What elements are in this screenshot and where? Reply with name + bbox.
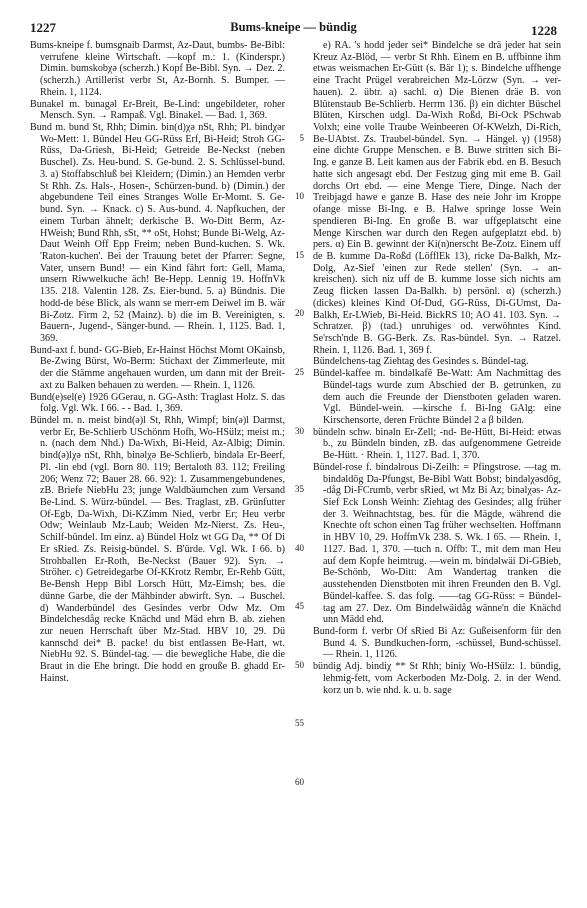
page-number-right: 1228 <box>531 23 557 38</box>
line-number: 60 <box>295 777 304 787</box>
line-number: 20 <box>295 308 304 318</box>
right-column <box>313 40 561 696</box>
entry-buendig: bündig Adj. bindiχ ** St Rhh; biniχ Wo-HSülz: 1. bündig, lehmig-fett, vom Ackerboden Mz-Dolg. 2. in der Wend. korz un b. wie nhd. k. u. b. sage <box>313 661 561 696</box>
page-header <box>30 20 557 38</box>
running-title: Bums-kneipe — bündig <box>230 20 357 34</box>
entry-bund-axt: Bund-axt f. bund- GG-Bieb, Er-Hainst Höchst Momt OKainsb, Be-Zwing Bürst, Wo-Berm: Stichaxt der Zimmerleute, mit der die Stämme angehauen wurden, um dann mit der Breit-axt zu Balken behauen zu werden. — Rhein. 1, 1126. <box>30 344 285 391</box>
line-number: 30 <box>295 426 304 436</box>
line-number: 25 <box>295 367 304 377</box>
left-column <box>30 40 285 685</box>
entry-bums-kneipe: Bums-kneipe f. bumsgnaib Darmst, Az-Daut, bumbs- Be-Bibl: verrufene kleine Wirtschaft. —kopf m.: 1. (Kinderspr.) Dimin. bumskobχə (scherzh.) Kopf Be-Bibl. Syn. → Dez. 2. (scherzh.) Artillerist verbr St, Az-Bornh. S. Bumper. — Rhein. 1, 1124. <box>30 40 285 98</box>
entry-bund-form: Bund-form f. verbr Of sRied Bi Az: Gußeisenform für den Bund 4. S. Bundkuchen-form, -schüssel, Bund-schüssel. — Rhein. 1, 1126. <box>313 625 561 661</box>
line-number: 45 <box>295 601 304 611</box>
line-number: 40 <box>295 543 304 553</box>
entry-buendel: Bündel m. n. meist bind(ə)l St, Rhh, Wimpf; bin(ə)l Darmst, verbr Er, Be-Schlierb USchönm Hofh, Wo-HSülz; meist m.; n. (nach dem Nhd.) Da-Wixh, Bi-Heid, Az-Albig; Dimin. bind(ə)lχə nSt, Rhh, binəlχə Be-Schlierb, bindələ Er-Beerf, Pl. -lin ebd (vgl. Born 80. 119; Bertaloth 83. 112; Freiling 206; Wenz 72; Bauer 28. 66. 92): 1. Zusammengebundenes, zB. Briefe NiebHu 23; junge Waldbäumchen zum Versand Be-Lind. S. Würz-bündel. — Bes. Traglast, zB. Grünfutter Of-Egb, Da-Wixh, Di-KZimm Nied, verbr Er; Heu verbr Odw; Weinlaub Mz-Laub; Weiden Mz-Nierst. Zs. Heu-, Schilf-bündel. Im einz. a) Bündel Holz wt GG Da, ** Of Di Er sRied. Zs. Reisig-bündel. S. B'ürde. Vgl. Wk. I 66. b) Strohballen Er-Roth, Be-Neckst (Bauer 92). Syn. → Ströher. c) Getreidegarbe Of-KKrotz Rembr, Er-Rehb Gütt, Be-Bensh Hepp Bibl Lorsch Hütt, Mz-Eimsh; bes. die dünne Garbe, die der Mähbinder abwirft. Syn. → Buschel. d) Wanderbündel des Gesindes verbr Odw Mz. Om Bindelchesdåg recke Knächd und Mäd ehrn B. ab. ziehen zur neuen Herrschaft über Mz-Stad. HBV 10, 29. Dü kannschd dei* B. packe! du bist entlassen Be-Hart, wt. NiebHu 92. S. Bündel-tag. — die bewegliche Habe, die die Braut in die Ehe bringt. Die hodd en grouße B. ghadd Er-Hainst. <box>30 415 285 684</box>
line-number: 50 <box>295 660 304 670</box>
line-number: 35 <box>295 484 304 494</box>
line-number: 10 <box>295 191 304 201</box>
line-number: 5 <box>299 133 304 143</box>
entry-bund: Bund m. bund St, Rhh; Dimin. bin(d)χə nSt, Rhh; Pl. bindχər Wo-Mett: 1. Bündel Heu GG-Rüss Erf, Bi-Heid; Stroh GG-Rüss, Da-Griesh, Bi-Heid; Getreide Be-Neckst (neben Buschel). Zs. Heu-bund. S. Ge-bund. 2. S. Schlüssel-bund. 3. a) Stoffabschluß bei Kleidern; (Dimin.) an Hemden verbr St Rhh. Zs. Hals-, Hosen-, Schürzen-bund. b) (Dimin.) der abgebundene Teil eines Stranges Wolle Er-Momt. S. Ge-bund. Syn. → Knack. c) S. Aus-bund. 4. Napfkuchen, der einem Turban ähnelt; derkische B. Wo-Ditt Berm, Az-HWeish; Bund Rhh, sSt, ** oSt, Hohst; Bunde Bi-Welg, Az-Daut Weinh Off Epp Freim; neben Bund-kuchen. S. Wk. 'Raton-kuchen'. Bei der Trauung betet der Pfarrer: Segne, Vater, unsern Bund! — ein Kind fährt fort: Gell, Mama, unsern Riwwelkuche äch! Be-Hepp. Lennig 19. HoffnVk 135. 218. Valentin 128. Zs. Eier-bund. 5. a) Bündnis. Die hodd-de bése Blick, als wann se merr-em Deiwel im B. wär Bi-Zotz. Firm 2, 52 (Mainz). b) die im B. Vereinigten, s. Bauern-, Jugend-, Sänger-bund. — Rhein. 1, 1125. Bad. 1, 369. <box>30 122 285 344</box>
page-number-left: 1227 <box>30 20 56 35</box>
entry-bunakel: Bunakel m. bunagəl Er-Breit, Be-Lind: ungebildeter, roher Mensch. Syn. → Rampaß. Vgl. Binakel. — Bad. 1, 369. <box>30 98 285 122</box>
line-number: 15 <box>295 250 304 260</box>
line-number: 55 <box>295 718 304 728</box>
entry-buendel-continued: e) RA. 's hodd jeder sei* Bindelche se drä jeder hat sein Kreuz Az-Blöd, — verbr St Rhh. Einem en B. uffbinne ihm etwas weismachen Er-Gütt (s. Bär 1); s. Bindelche uffhenge eine Tracht Prügel verabreichen Mz-Lörzw (Syn. → ver-hauen). 2. übtr. a) sachl. α) Die Bienen dräe B. von Blütenstaub Be-Schlierb. Herrm 136. β) ein dichter Büschel Blüten, Kirschen udgl. Da-Wixh Roßd, Bi-Ock PSchwab Volxh; eine volle Traube Weinbeeren Of-KWelzh, Di-Rich, Be-UAbtst. Zs. Traubel-bündel. Syn. → Hängel. γ) (1958) eine dichte Gruppe Menschen. e B. Buwe stritten sich Bi-Ing. e ganze B. Leit kamen aus der Fabrik ebd. en B. Besuch hatte sich angesagt ebd. Der Festzug ging mit eme B. Gail dorchs Ort ebd. — eine Menge Tiere, Dinge. Nach der Treibjagd hawe e ganze B. Hase des neie Johr im Kroppe ofange misse Bi-Ing. e B. Halwe springe losse Wein spendieren Bi-Ing. En große B. war uffgeplatscht eine Menge Kirschen war durch den Regen aufgeplatzt ebd. b) pers. α) Ein B. gewinnt der Ki(n)nerscht Be-Zotz. Einem uff de B. kumme Da-Roßd (LöfflEk 13), ricke Da-Balkh, Mz-Dolg, Az-Sief 'einen zur Rede stellen' (Syn. → an-kreischen). sich niz uff de B. kumme losse sich nichts am Zeug flicken lassen Da-Balkh. b) persönl. α) (scherzh.) (dickes) kleines Kind Of-Dud, GG-Rüss, Di-GUmst, Da-Balkh, Er-LWieb, Bi-Heid. BickRS 10; AO 41. 103. Syn. → Schratzer. β) (tad.) unruhiges od. verwöhntes Kind. Se'rsch'nde B. GG-Berk. Zs. Ras-bündel. Syn. → Ratzel. Rhein. 1, 1126. Bad. 1, 369 f. <box>313 40 561 356</box>
entry-bundesel: Bund(e)sel(e) 1926 GGerau, n. GG-Asth: Traglast Holz. S. das folg. Vgl. Wk. I 66. - - Bad. 1, 369. <box>30 391 285 415</box>
entry-buendel-kaffee: Bündel-kaffee m. bindəlkafē Be-Watt: Am Nachmittag des Bündel-tags wurde zum Abschied der B. getrunken, zu dem auch die Freunde der Dienstboten geladen waren. Vgl. Bündel-wein. —kirsche f. Bi-Ing GAlg: eine Kirschensorte, deren Früchte Bündel 2 a β bilden. <box>313 368 561 426</box>
entry-buendeln: bündeln schw. binəln Er-Zell; -nd- Be-Hütt, Bi-Heid: etwas b., zu Bündeln binden, zB. das aufgenommene Getreide Be-Hütt. · Rhein. 1, 1127. Bad. 1, 370. <box>313 426 561 462</box>
entry-buendel-rose: Bündel-rose f. bindəlrous Di-Zeilh: = Pfingstrose. —tag m. bindəldōg Da-Pfungst, Be-Bibl Watt Bobst; bindəlχəsdōg, -dåg Di-FCrumb, verbr sRied, wt Mz Bi Az; binəlχəs- Az-Sief Eck Lonsh Weinh: Ziehtag des Gesindes; allg früher der 3. Weihnachtstag, bes. für die Mägde, während die Knechte oft schon einen Tag früher wechselten. Hoffmann in HBV 10, 29. HoffmVk 238. S. Wk. I 65. — Rhein. 1, 1127. Bad. 1, 370. —tuch n. Offb: T., mit dem man Heu auf dem Kopfe heimtrug. —wein m. bindəlwäi Di-GBieb, Be-Schönb, Wo-Ditt: Am Wandertag tranken die ausstehenden Dienstboten mit ihren Freunden den B. Vgl. Bündel-kaffee. S. das folg. ——tag GG-Rüss: = Bündel-tag am 27. Dez. Om Bindelwäidåg wänne'n die Knächd unn Mädd ehd. <box>313 461 561 626</box>
entry-buendelchens-tag: Bündelchens-tag Ziehtag des Gesindes s. Bündel-tag. <box>313 356 529 368</box>
